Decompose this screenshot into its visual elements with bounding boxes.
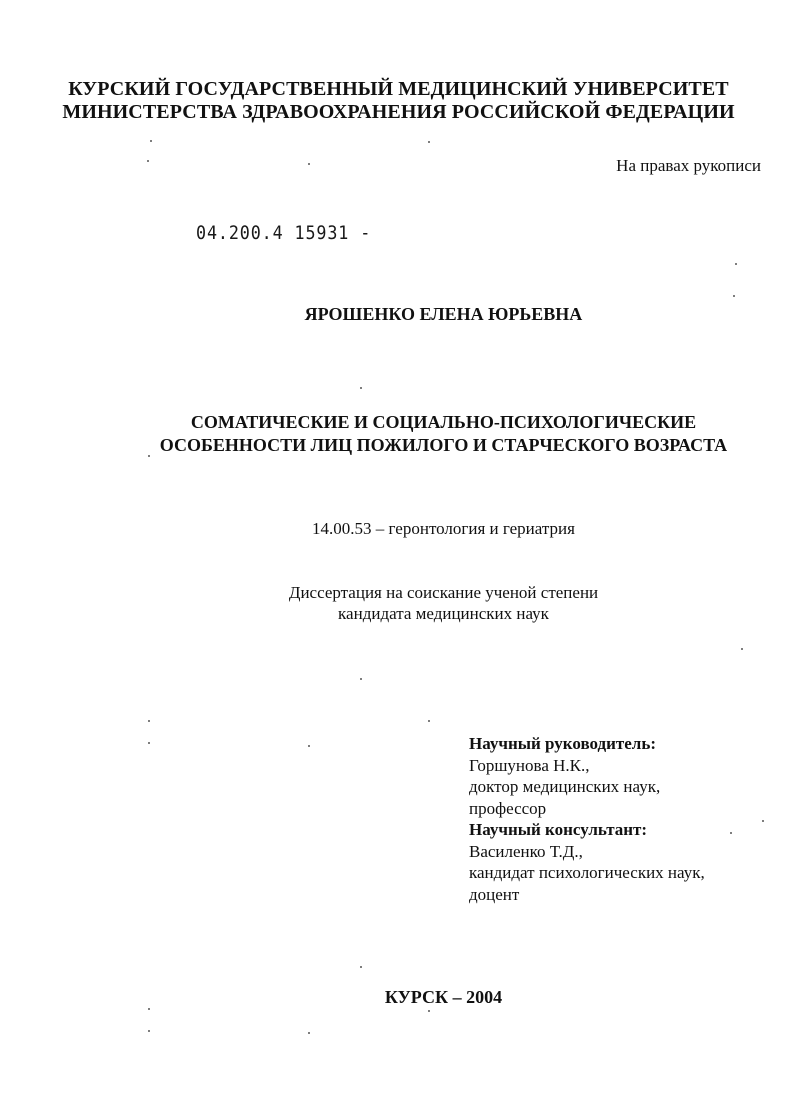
consultant-heading: Научный консультант:: [469, 820, 648, 839]
scan-speck: [308, 1032, 310, 1034]
consultant-name: Василенко Т.Д.,: [469, 841, 583, 861]
scan-speck: [148, 742, 150, 744]
scan-speck: [148, 455, 150, 457]
title-line-1: СОМАТИЧЕСКИЕ И СОЦИАЛЬНО-ПСИХОЛОГИЧЕСКИЕ: [190, 412, 697, 432]
author-name: ЯРОШЕНКО ЕЛЕНА ЮРЬЕВНА: [304, 304, 583, 324]
scan-speck: [360, 387, 362, 389]
scan-speck: [428, 720, 430, 722]
supervisor-rank: профессор: [469, 798, 547, 818]
title-line-2: ОСОБЕННОСТИ ЛИЦ ПОЖИЛОГО И СТАРЧЕСКОГО ВОЗРАСТА: [159, 435, 728, 455]
city-year: КУРСК – 2004: [384, 987, 503, 1007]
scan-speck: [308, 163, 310, 165]
dissertation-title: [0, 411, 797, 457]
consultant-degree: кандидат психологических наук,: [469, 863, 705, 882]
advisors-block: [469, 733, 705, 905]
supervisor-degree: доктор медицинских наук,: [469, 777, 661, 796]
scan-speck: [360, 966, 362, 968]
scan-speck: [733, 295, 735, 297]
degree-statement: [0, 582, 797, 624]
specialty-code: 14.00.53 – геронтология и гериатрия: [312, 519, 575, 538]
scan-speck: [741, 648, 743, 650]
registration-stamp-number: 04.200.4 15931 -: [196, 222, 372, 244]
degree-line-2: кандидата медицинских наук: [338, 604, 549, 623]
scan-speck: [150, 140, 152, 142]
degree-line-1: Диссертация на соискание ученой степени: [288, 583, 599, 602]
scan-speck: [148, 720, 150, 722]
university-header: [0, 78, 797, 124]
scan-speck: [428, 1010, 430, 1012]
scan-speck: [147, 160, 149, 162]
supervisor-heading: Научный руководитель:: [469, 734, 656, 753]
scan-speck: [360, 678, 362, 680]
scan-speck: [730, 832, 732, 834]
scan-speck: [148, 1008, 150, 1010]
ministry-name: МИНИСТЕРСТВА ЗДРАВООХРАНЕНИЯ РОССИЙСКОЙ ФЕДЕРАЦИИ: [62, 101, 735, 123]
manuscript-rights-note: На правах рукописи: [616, 156, 761, 175]
scan-speck: [762, 820, 764, 822]
scan-speck: [428, 141, 430, 143]
scan-speck: [308, 745, 310, 747]
scan-speck: [735, 263, 737, 265]
consultant-rank: доцент: [469, 884, 520, 904]
supervisor-name: Горшунова Н.К.,: [469, 755, 590, 775]
university-name: КУРСКИЙ ГОСУДАРСТВЕННЫЙ МЕДИЦИНСКИЙ УНИВЕРСИТЕТ: [68, 78, 729, 100]
scan-speck: [148, 1030, 150, 1032]
